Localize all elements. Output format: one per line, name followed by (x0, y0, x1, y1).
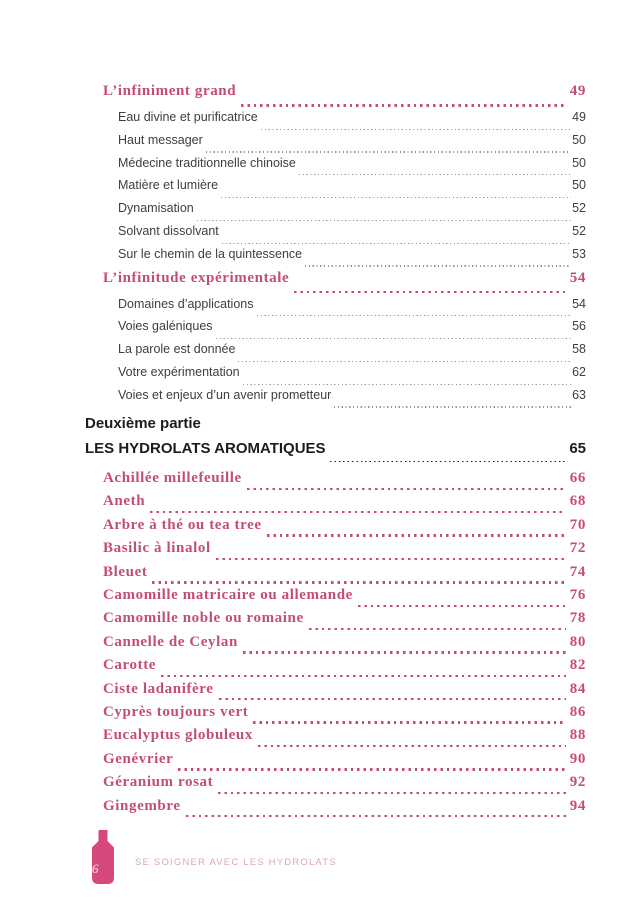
dot-leader (218, 792, 566, 794)
dot-leader (334, 406, 571, 407)
toc-entry (103, 610, 586, 633)
entry-page-number: 52 (572, 223, 586, 238)
entry-label: Médecine traditionnelle chinoise (118, 155, 296, 170)
entry-page-number: 82 (569, 657, 586, 674)
entry-page-number: 54 (572, 296, 586, 311)
toc-entry (118, 133, 586, 156)
dot-leader (197, 220, 571, 221)
entry-label: Dynamisation (118, 201, 194, 216)
entry-page-number: 68 (569, 493, 586, 510)
toc-entry (103, 634, 586, 657)
entry-label: Carotte (103, 657, 157, 674)
toc-entry (103, 751, 586, 774)
entry-label: Solvant dissolvant (118, 223, 219, 238)
entry-page-number: 50 (572, 132, 586, 147)
page-number: 6 (92, 861, 99, 876)
entry-label: Sur le chemin de la quintessence (118, 246, 303, 261)
dot-leader (238, 361, 571, 362)
dot-leader (257, 315, 572, 316)
entry-label: Voies galéniques (118, 319, 213, 334)
entry-page-number: 88 (569, 727, 586, 744)
entry-label: Aneth (103, 493, 146, 510)
entry-page-number: 56 (572, 319, 586, 334)
entry-page-number: 58 (572, 342, 586, 357)
toc-entry (118, 297, 586, 320)
dot-leader (294, 291, 566, 293)
toc-entry (118, 319, 586, 342)
toc-entry (103, 83, 586, 110)
toc-entry (118, 110, 586, 133)
dot-leader (258, 745, 566, 747)
entry-label: Eucalyptus globuleux (103, 727, 253, 744)
entry-page-number: 86 (569, 703, 586, 720)
entry-page-number: 76 (569, 587, 586, 604)
entry-page-number: 84 (569, 680, 586, 697)
entry-label: Achillée millefeuille (103, 470, 242, 487)
toc-entry (103, 681, 586, 704)
toc-entry (103, 517, 586, 540)
entry-page-number: 66 (569, 470, 586, 487)
entry-page-number: 49 (572, 110, 586, 124)
toc-entry (118, 388, 586, 411)
entry-label: Bleuet (103, 563, 148, 580)
entry-page-number: 62 (572, 364, 586, 379)
dot-leader (299, 174, 571, 175)
dot-leader (243, 651, 566, 653)
entry-label: Cyprès toujours vert (103, 703, 249, 720)
entry-page-number: 65 (569, 439, 586, 457)
entry-page-number: 92 (569, 774, 586, 791)
dot-leader (186, 815, 566, 817)
toc-list (85, 83, 586, 821)
entry-page-number: 54 (569, 269, 586, 286)
entry-label: Voies et enjeux d’un avenir prometteur (118, 387, 332, 402)
entry-label: Camomille matricaire ou allemande (103, 587, 353, 604)
dot-leader (243, 384, 571, 385)
footer-book-title: SE SOIGNER AVEC LES HYDROLATS (135, 856, 337, 868)
dot-leader (309, 628, 566, 630)
toc-entry (118, 365, 586, 388)
dot-leader (152, 581, 565, 583)
toc-entry (103, 704, 586, 727)
entry-label: Ciste ladanifère (103, 680, 214, 697)
toc-entry (118, 224, 586, 247)
toc-entry (118, 342, 586, 365)
dot-leader (305, 265, 571, 266)
toc-entry (118, 156, 586, 179)
dot-leader (206, 151, 571, 152)
toc-entry (103, 727, 586, 750)
entry-page-number: 50 (572, 178, 586, 193)
entry-label: Votre expérimentation (118, 364, 240, 379)
entry-label: Arbre à thé ou tea tree (103, 516, 262, 533)
entry-label: Cannelle de Ceylan (103, 633, 238, 650)
toc-entry (118, 178, 586, 201)
entry-page-number: 78 (569, 610, 586, 627)
toc-entry (103, 470, 586, 493)
entry-label: Domaines d’applications (118, 296, 254, 311)
entry-page-number: 63 (572, 387, 586, 402)
entry-label: Basilic à linalol (103, 540, 211, 557)
entry-page-number: 53 (572, 246, 586, 261)
entry-label: L’infinitude expérimentale (103, 269, 290, 286)
entry-page-number: 52 (572, 201, 586, 216)
dot-leader (247, 488, 566, 490)
entry-label: La parole est donnée (118, 342, 236, 357)
entry-label: LES HYDROLATS AROMATIQUES (85, 439, 326, 457)
toc-entry (103, 774, 586, 797)
dot-leader (222, 243, 571, 244)
toc-entry (85, 440, 586, 466)
toc-entry (118, 201, 586, 224)
toc-entry (103, 657, 586, 680)
dot-leader (221, 197, 571, 198)
bottle-icon (88, 830, 118, 885)
entry-label: Matière et lumière (118, 178, 219, 193)
toc-entry (118, 247, 586, 270)
toc-entry (103, 540, 586, 563)
entry-label: Géranium rosat (103, 774, 214, 791)
entry-label: Gingembre (103, 797, 181, 814)
toc-entry (103, 587, 586, 610)
entry-page-number: 94 (569, 797, 586, 814)
dot-leader (267, 534, 566, 536)
dot-leader (216, 338, 572, 339)
entry-label: L’infiniment grand (103, 83, 237, 99)
dot-leader (261, 129, 571, 130)
entry-label: Eau divine et purificatrice (118, 110, 258, 124)
toc-entry (103, 270, 586, 297)
entry-page-number: 74 (569, 563, 586, 580)
entry-label: Camomille noble ou romaine (103, 610, 304, 627)
entry-page-number: 50 (572, 155, 586, 170)
dot-leader (330, 461, 567, 463)
page-footer (88, 830, 337, 885)
dot-leader (241, 104, 566, 106)
entry-label: Haut messager (118, 132, 203, 147)
toc-entry (103, 564, 586, 587)
dot-leader (358, 605, 566, 607)
dot-leader (216, 558, 566, 560)
entry-page-number: 70 (569, 516, 586, 533)
entry-page-number: 80 (569, 633, 586, 650)
entry-label: Genévrier (103, 750, 174, 767)
dot-leader (161, 675, 566, 677)
entry-page-number: 72 (569, 540, 586, 557)
toc-entry (103, 493, 586, 516)
dot-leader (150, 511, 566, 513)
dot-leader (253, 721, 565, 723)
entry-page-number: 90 (569, 750, 586, 767)
entry-label: Deuxième partie (85, 414, 201, 432)
dot-leader (178, 768, 565, 770)
toc-entry (103, 798, 586, 821)
part-heading (85, 415, 586, 440)
entry-page-number: 49 (569, 83, 586, 99)
dot-leader (219, 698, 566, 700)
